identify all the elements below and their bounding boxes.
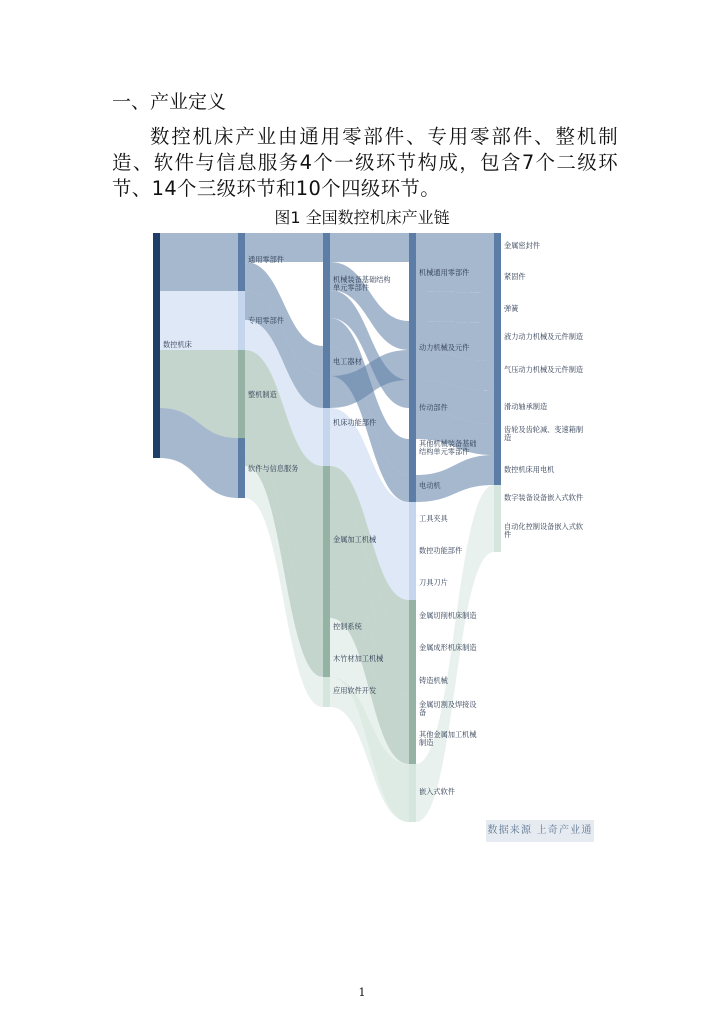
sankey-node-tier4-4	[494, 361, 501, 391]
sankey-node-tier3-7	[409, 569, 416, 600]
sankey-label-tier4-3: 液力动力机械及元件制造	[504, 332, 584, 341]
sankey-link-root-0-to-0	[160, 233, 238, 291]
sankey-node-tier4-7	[494, 455, 501, 485]
sankey-node-tier2-1	[323, 346, 330, 408]
sankey-label-tier4-9: 自动化控制设备嵌入式软件	[504, 522, 584, 539]
sankey-link-tier3-0-to-1	[416, 262, 494, 293]
sankey-link-tier3-0-to-2	[416, 291, 494, 323]
sankey-label-tier3-12: 其他金属加工机械制造	[419, 730, 477, 747]
figure-title: 图1 全国数控机床产业链	[274, 208, 450, 227]
sankey-node-root-0	[153, 233, 160, 458]
sankey-node-tier1-3	[238, 438, 245, 498]
sankey-node-tier2-3	[323, 466, 330, 618]
sankey-node-tier2-2	[323, 408, 330, 466]
sankey-label-tier2-5: 木竹材加工机械	[333, 654, 384, 663]
sankey-label-tier3-3: 其他机械装备基础结构单元零部件	[419, 439, 477, 456]
sankey-node-tier4-2	[494, 293, 501, 323]
sankey-label-tier4-4: 气压动力机械及元件制造	[504, 365, 584, 374]
sankey-label-tier1-2: 整机制造	[248, 390, 277, 399]
sankey-label-tier3-9: 金属成形机床制造	[419, 643, 477, 652]
sankey-label-tier4-7: 数控机床用电机	[504, 465, 555, 474]
sankey-node-tier3-0	[409, 233, 416, 321]
sankey-label-tier3-0: 机械通用零部件	[419, 268, 470, 277]
sankey-label-tier3-7: 刀具刀片	[419, 578, 448, 587]
sankey-node-tier1-1	[238, 291, 245, 350]
sankey-label-tier4-2: 弹簧	[504, 304, 519, 313]
sankey-link-tier3-0-to-0	[416, 233, 494, 262]
sankey-node-tier3-8	[409, 600, 416, 633]
sankey-node-tier3-5	[409, 502, 416, 537]
section-heading: 一、产业定义	[112, 91, 227, 113]
sankey-node-tier3-1	[409, 321, 416, 380]
sankey-label-tier3-2: 传动部件	[419, 403, 448, 412]
sankey-link-tier2-0-to-0	[330, 233, 409, 262]
sankey-node-tier1-2	[238, 350, 245, 438]
sankey-label-tier2-3: 金属加工机械	[333, 535, 377, 544]
sankey-label-tier3-4: 电动机	[419, 481, 441, 490]
sankey-label-tier3-8: 金属切削机床制造	[419, 611, 477, 620]
sankey-label-tier2-1: 电工器材	[333, 357, 362, 366]
sankey-label-tier4-1: 紧固件	[504, 272, 526, 281]
sankey-node-tier4-5	[494, 391, 501, 424]
sankey-node-tier2-6	[323, 677, 330, 707]
sankey-node-tier3-10	[409, 665, 416, 696]
definition-paragraph: 数控机床产业由通用零部件、专用零部件、整机制造、软件与信息服务4个一级环节构成，包含7个二级环节、14个三级环节和10个四级环节。	[112, 125, 618, 200]
sankey-node-tier2-0	[323, 233, 330, 346]
sankey-label-tier4-6: 齿轮及齿轮减、变速箱制造	[504, 425, 584, 442]
sankey-label-tier3-13: 嵌入式软件	[419, 787, 455, 796]
sankey-label-tier2-2: 机床功能部件	[333, 418, 377, 427]
sankey-label-tier4-0: 金属密封件	[504, 241, 540, 250]
data-source-badge: 数据来源 上奇产业通	[486, 820, 594, 842]
sankey-node-tier4-0	[494, 233, 501, 262]
sankey-label-tier3-6: 数控功能部件	[419, 546, 463, 555]
sankey-label-tier2-6: 应用软件开发	[333, 686, 377, 695]
sankey-label-tier1-3: 软件与信息服务	[248, 464, 299, 473]
sankey-node-tier4-1	[494, 262, 501, 293]
sankey-node-tier3-13	[409, 764, 416, 822]
sankey-node-tier4-8	[494, 485, 501, 520]
sankey-node-tier3-2	[409, 380, 416, 439]
sankey-label-tier3-1: 动力机械及元件	[419, 343, 470, 352]
sankey-node-tier4-9	[494, 520, 501, 552]
sankey-label-tier4-5: 滑动轴承制造	[504, 402, 548, 411]
sankey-label-tier1-0: 通用零部件	[248, 255, 284, 264]
sankey-label-tier3-10: 铸造机械	[419, 676, 448, 685]
sankey-label-tier2-4: 控制系统	[333, 622, 362, 631]
sankey-label-tier2-0: 机械装备基础结构单元零部件	[333, 275, 391, 292]
sankey-node-tier3-11	[409, 696, 416, 729]
sankey-node-tier3-4	[409, 475, 416, 502]
sankey-node-tier3-3	[409, 439, 416, 475]
sankey-label-tier3-11: 金属切割及焊接设备	[419, 700, 477, 717]
sankey-node-tier1-0	[238, 233, 245, 291]
page-number: 1	[358, 986, 366, 999]
sankey-node-tier3-12	[409, 729, 416, 764]
sankey-node-tier3-9	[409, 633, 416, 665]
sankey-label-tier4-8: 数字装备设备嵌入式软件	[504, 493, 584, 502]
sankey-node-tier4-3	[494, 323, 501, 361]
sankey-node-tier2-5	[323, 646, 330, 677]
sankey-label-root-0: 数控机床	[163, 340, 192, 349]
sankey-label-tier1-1: 专用零部件	[248, 316, 284, 325]
sankey-label-tier3-5: 工具夹具	[419, 514, 448, 523]
sankey-node-tier2-4	[323, 618, 330, 646]
sankey-node-tier4-6	[494, 424, 501, 455]
sankey-node-tier3-6	[409, 537, 416, 569]
